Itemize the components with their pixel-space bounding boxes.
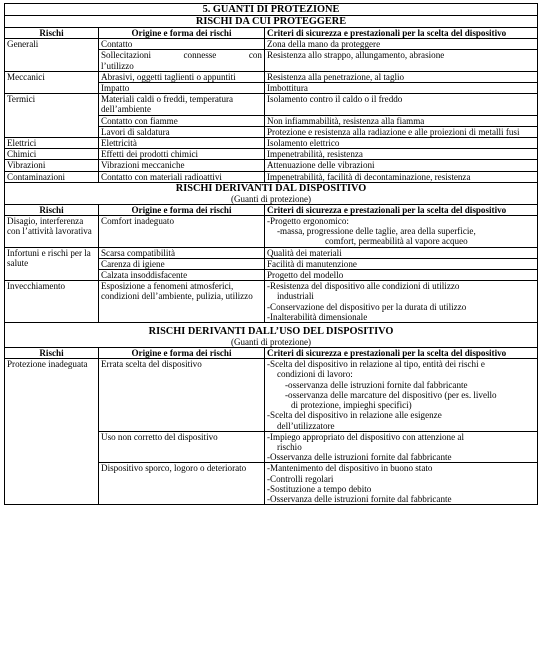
origin-cell: Errata scelta del dispositivo — [99, 359, 265, 431]
criteria-line: -Resistenza del dispositivo alle condizioni di utilizzo — [267, 281, 460, 292]
origin-cell: Effetti dei prodotti chimici — [99, 149, 265, 160]
col-header-rischi: Rischi — [5, 348, 99, 359]
criteria-line: -Impiego appropriato del dispositivo con attenzione al — [267, 431, 464, 442]
table-row — [5, 138, 538, 149]
category-chimici: Chimici — [5, 149, 99, 160]
origin-cell: Contatto — [99, 39, 265, 50]
origin-word: Sollecitazioni — [101, 50, 152, 61]
criteria-line: rischio — [277, 441, 302, 452]
origin-cell: Elettricità — [99, 138, 265, 149]
col-header-rischi: Rischi — [5, 204, 99, 215]
criteria-line: -Scelta del dispositivo in relazione al tipo, entità dei rischi e — [267, 359, 485, 370]
criteria-line: di protezione, impieghi specifici) — [291, 400, 412, 411]
table-row — [5, 171, 538, 182]
origin-cell: Comfort inadeguato — [99, 216, 265, 248]
section-header-row — [5, 323, 538, 348]
criteria-line: -Osservanza delle istruzioni fornite dal fabbricante — [267, 493, 452, 504]
table-row — [5, 160, 538, 171]
column-header-row — [5, 204, 538, 215]
criteria-line: -Controlli regolari — [267, 473, 334, 484]
criteria-cell: Impenetrabilità, resistenza — [265, 149, 538, 160]
col-header-origine: Origine e forma dei rischi — [99, 204, 265, 215]
category-disagio: Disagio, interferenza con l’attività lavorativa — [5, 216, 99, 248]
origin-cell: Uso non corretto del dispositivo — [99, 431, 265, 463]
table-row — [5, 216, 538, 248]
criteria-cell: Non infiammabilità, resistenza alla fiamma — [265, 115, 538, 126]
col-header-criteri: Criteri di sicurezza e prestazionali per la scelta del dispositivo — [265, 204, 538, 215]
origin-cell: Lavori di saldatura — [99, 126, 265, 137]
section1-title: RISCHI DA CUI PROTEGGERE — [5, 16, 538, 28]
origin-cell: Impatto — [99, 83, 265, 94]
criteria-line: -Mantenimento del dispositivo in buono stato — [267, 463, 433, 474]
criteria-line: dell’utilizzatore — [277, 420, 335, 431]
document-title: 5. GUANTI DI PROTEZIONE — [5, 4, 538, 16]
origin-cell: Vibrazioni meccaniche — [99, 160, 265, 171]
origin-cell — [99, 50, 265, 71]
origin-cell: Contatto con fiamme — [99, 115, 265, 126]
origin-cell: Abrasivi, oggetti taglienti o appuntiti — [99, 71, 265, 82]
category-invecchiamento: Invecchiamento — [5, 281, 99, 323]
category-generali: Generali — [5, 39, 99, 72]
origin-word: con — [248, 50, 262, 61]
category-infortuni: Infortuni e rischi per la salute — [5, 247, 99, 281]
criteria-cell — [265, 216, 538, 248]
criteria-line: -massa, progressione delle taglie, area della superficie, — [277, 226, 476, 237]
criteria-line: -osservanza delle istruzioni fornite dal fabbricante — [285, 379, 468, 390]
criteria-cell — [265, 463, 538, 505]
criteria-cell: Attenuazione delle vibrazioni — [265, 160, 538, 171]
table-row — [5, 149, 538, 160]
origin-cell: Esposizione a fenomeni atmosferici, condizioni dell’ambiente, pulizia, utilizzo — [99, 281, 265, 323]
category-protezione-inadeguata: Protezione inadeguata — [5, 359, 99, 505]
document-page — [4, 3, 537, 505]
col-header-origine: Origine e forma dei rischi — [99, 348, 265, 359]
criteria-cell: Facilità di manutenzione — [265, 258, 538, 269]
origin-line: l’utilizzo — [101, 60, 134, 71]
col-header-rischi: Rischi — [5, 28, 99, 39]
section-header-row — [5, 182, 538, 204]
criteria-line: -Inalterabilità dimensionale — [267, 311, 368, 322]
title-row — [5, 4, 538, 16]
col-header-origine: Origine e forma dei rischi — [99, 28, 265, 39]
category-contaminazioni: Contaminazioni — [5, 171, 99, 182]
category-meccanici: Meccanici — [5, 71, 99, 93]
table-row — [5, 247, 538, 258]
criteria-line: comfort, permeabilità al vapore acqueo — [325, 236, 468, 247]
criteria-line: -Scelta del dispositivo in relazione alle esigenze — [267, 410, 442, 421]
criteria-cell: Qualità dei materiali — [265, 247, 538, 258]
origin-cell: Carenza di igiene — [99, 258, 265, 269]
table-row — [5, 359, 538, 431]
origin-word: connesse — [183, 50, 217, 61]
origin-cell: Materiali caldi o freddi, temperatura dell’ambiente — [99, 94, 265, 115]
table-row — [5, 71, 538, 82]
table-row — [5, 39, 538, 50]
criteria-line: industriali — [277, 291, 314, 302]
criteria-cell: Isolamento elettrico — [265, 138, 538, 149]
criteria-line: condizioni di lavoro: — [277, 369, 353, 380]
origin-cell: Scarsa compatibilità — [99, 247, 265, 258]
criteria-cell: Resistenza allo strappo, allungamento, abrasione — [265, 50, 538, 71]
criteria-cell — [265, 281, 538, 323]
origin-line — [101, 50, 262, 60]
category-vibrazioni: Vibrazioni — [5, 160, 99, 171]
criteria-cell: Imbottitura — [265, 83, 538, 94]
criteria-cell: Protezione e resistenza alla radiazione e alle proiezioni di metalli fusi — [265, 126, 538, 137]
criteria-line: -Sostituzione a tempo debito — [267, 483, 372, 494]
origin-cell: Calzata insoddisfacente — [99, 270, 265, 281]
table-row — [5, 281, 538, 323]
criteria-cell — [265, 359, 538, 431]
criteria-cell: Impenetrabilità, facilità di decontaminazione, resistenza — [265, 171, 538, 182]
criteria-cell — [265, 431, 538, 463]
category-elettrici: Elettrici — [5, 138, 99, 149]
criteria-line: -Osservanza delle istruzioni fornite dal fabbricante — [267, 452, 452, 463]
section3-title: RISCHI DERIVANTI DALL’USO DEL DISPOSITIVO — [148, 326, 394, 338]
criteria-line: -Conservazione del dispositivo per la durata di utilizzo — [267, 301, 467, 312]
origin-cell: Contatto con materiali radioattivi — [99, 171, 265, 182]
criteria-line: -osservanza delle marcature del dispositivo (per es. livello — [285, 389, 497, 400]
criteria-cell: Progetto del modello — [265, 270, 538, 281]
section-header-row — [5, 16, 538, 28]
criteria-cell: Isolamento contro il caldo o il freddo — [265, 94, 538, 115]
origin-cell: Dispositivo sporco, logoro o deteriorato — [99, 463, 265, 505]
column-header-row — [5, 348, 538, 359]
col-header-criteri: Criteri di sicurezza e prestazionali per la scelta del dispositivo — [265, 28, 538, 39]
col-header-criteri: Criteri di sicurezza e prestazionali per la scelta del dispositivo — [265, 348, 538, 359]
category-termici: Termici — [5, 94, 99, 138]
criteria-cell: Resistenza alla penetrazione, al taglio — [265, 71, 538, 82]
ppe-gloves-table — [4, 3, 538, 505]
table-row — [5, 94, 538, 115]
section2-subtitle: (Guanti di protezione) — [231, 193, 311, 204]
criteria-cell: Zona della mano da proteggere — [265, 39, 538, 50]
criteria-line: -Progetto ergonomico: — [267, 216, 349, 227]
section2-title: RISCHI DERIVANTI DAL DISPOSITIVO — [175, 182, 367, 194]
column-header-row — [5, 28, 538, 39]
section3-subtitle: (Guanti di protezione) — [231, 337, 311, 348]
